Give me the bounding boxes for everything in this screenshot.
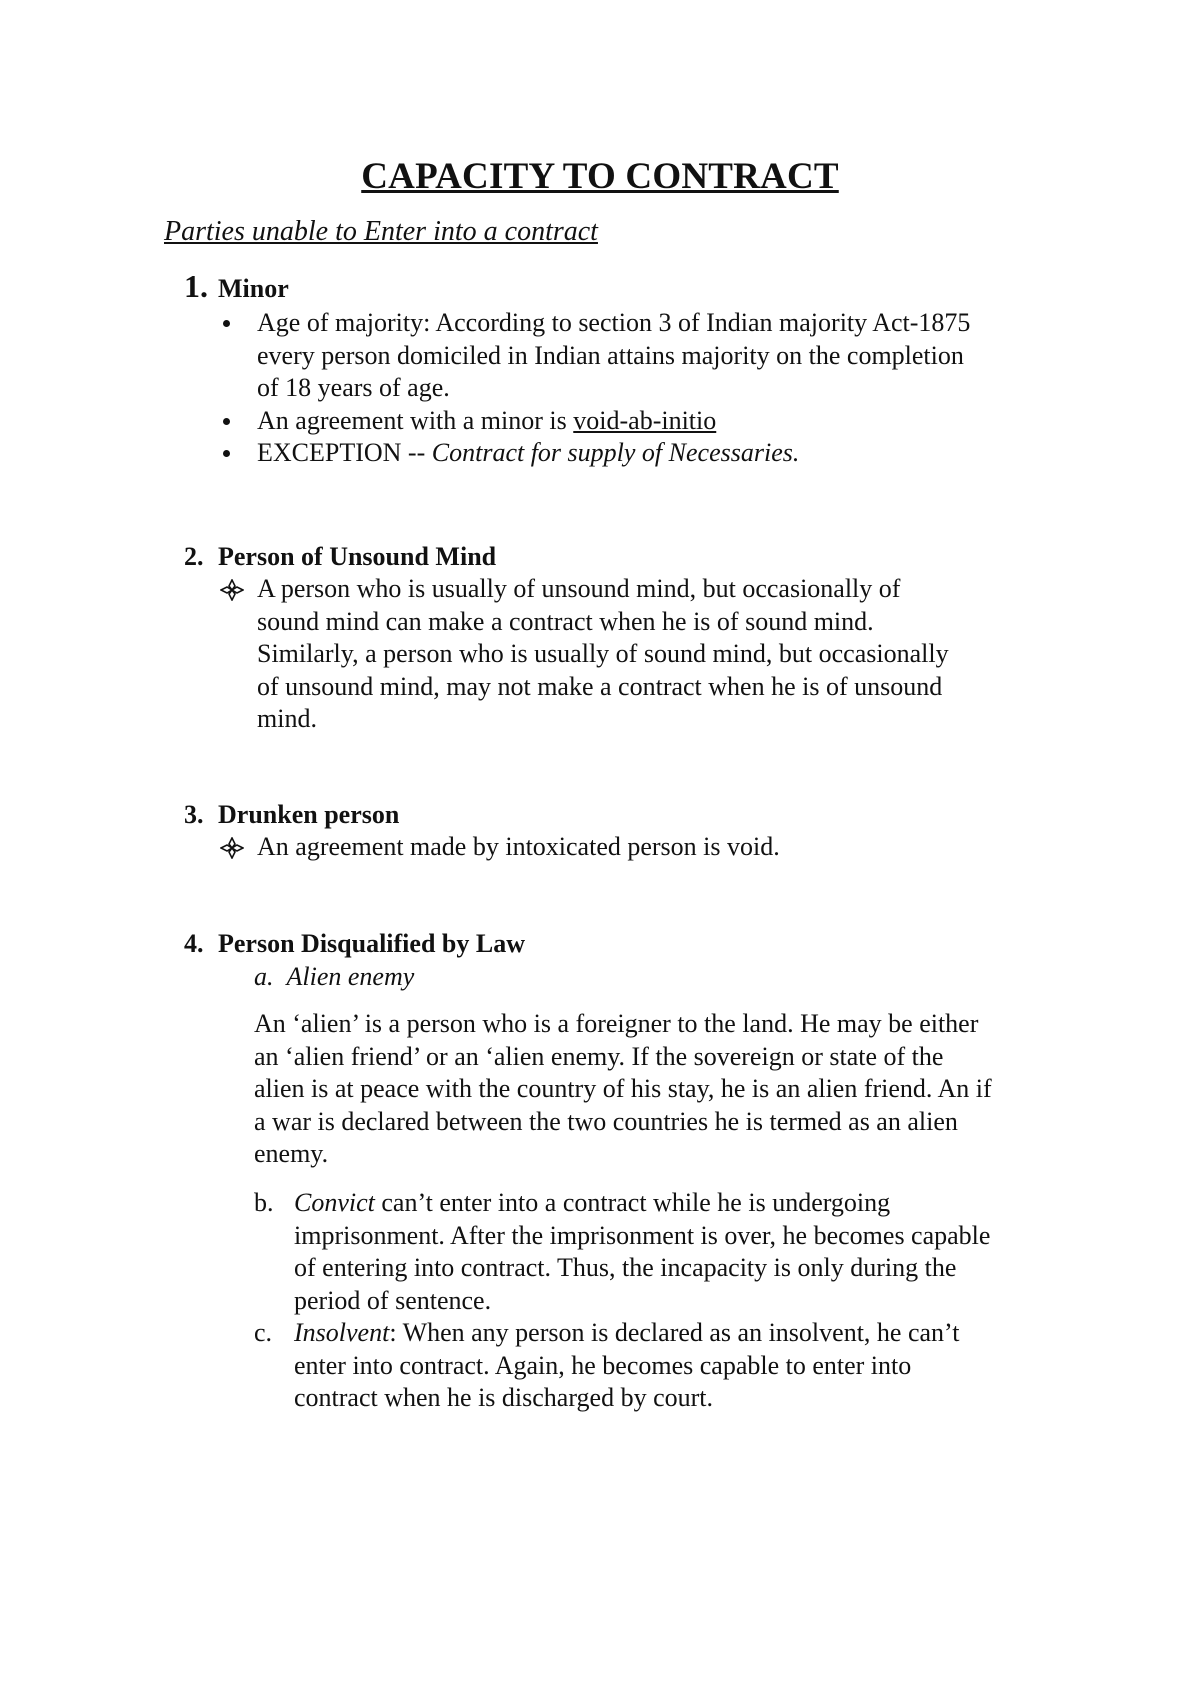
alien-paragraph: An ‘alien’ is a person who is a foreigner to the land. He may be either an ‘alien friend’ or an ‘alien enemy. If the sovereign or state of the alien is at peace with the country of his stay, he is an alien friend. An if a war is declared between the two countries he is termed as an alien enemy. — [254, 1009, 992, 1168]
page-title: CAPACITY TO CONTRACT — [361, 156, 839, 197]
list-item — [254, 1187, 994, 1317]
list-item — [220, 573, 960, 736]
section-title: Minor — [218, 274, 289, 303]
disqualified-lettered-list — [254, 1187, 994, 1415]
bullet-text: EXCEPTION -- — [257, 438, 432, 467]
section-heading-disqualified — [184, 928, 525, 960]
bullet-dot-icon — [223, 418, 230, 425]
bullet-dot-icon — [223, 450, 230, 457]
alien-enemy-label — [254, 961, 414, 994]
section-number: 3. — [184, 800, 204, 829]
item-text: can’t enter into a contract while he is undergoing imprisonment. After the imprisonment is over, he becomes capable of entering into contract. Thus, the incapacity is only during the period of sentence. — [294, 1188, 991, 1315]
insolvent-term: Insolvent — [294, 1318, 390, 1347]
diamond-bullet-icon — [220, 579, 244, 601]
list-item — [220, 307, 980, 405]
section-heading-drunken — [184, 799, 399, 831]
void-ab-initio-term: void-ab-initio — [573, 405, 717, 435]
section-heading-unsound-mind — [184, 541, 496, 573]
section-heading-minor — [184, 270, 289, 305]
diamond-bullet-icon — [220, 837, 244, 859]
convict-term: Convict — [294, 1188, 375, 1217]
section-title: Drunken person — [218, 800, 400, 829]
item-text: : When any person is declared as an insolvent, he can’t enter into contract. Again, he becomes capable to enter into contract when he is discharged by court. — [294, 1318, 960, 1412]
minor-bullet-list — [220, 307, 980, 470]
exception-text: Contract for supply of Necessaries. — [431, 438, 800, 467]
bullet-dot-icon — [223, 320, 230, 327]
section-number: 4. — [184, 929, 204, 958]
item-letter: c. — [254, 1318, 273, 1347]
item-label: Alien enemy — [286, 962, 415, 991]
list-item — [254, 1317, 994, 1415]
list-item — [220, 831, 980, 864]
section-title: Person of Unsound Mind — [218, 542, 497, 571]
unsound-bullet-list — [220, 573, 960, 736]
bullet-text: Age of majority: According to section 3 of Indian majority Act-1875 every person domiciled in Indian attains majority on the completion of 18 years of age. — [257, 308, 971, 402]
section-title: Person Disqualified by Law — [218, 929, 525, 958]
item-letter: a. — [254, 962, 274, 991]
bullet-text: An agreement with a minor is — [257, 405, 574, 435]
bullet-text: An agreement made by intoxicated person is void. — [257, 832, 780, 861]
page-subtitle: Parties unable to Enter into a contract — [164, 216, 598, 247]
list-item — [220, 437, 980, 470]
section-number: 2. — [184, 542, 204, 571]
item-letter: b. — [254, 1188, 274, 1217]
list-item — [220, 405, 980, 438]
bullet-text: A person who is usually of unsound mind, but occasionally of sound mind can make a contract when he is of sound mind. Similarly, a person who is usually of sound mind, but occasionally of unsound mind, may not make a contract when he is of unsound mind. — [257, 574, 949, 733]
section-number: 1. — [184, 268, 208, 304]
drunken-bullet-list — [220, 831, 980, 864]
